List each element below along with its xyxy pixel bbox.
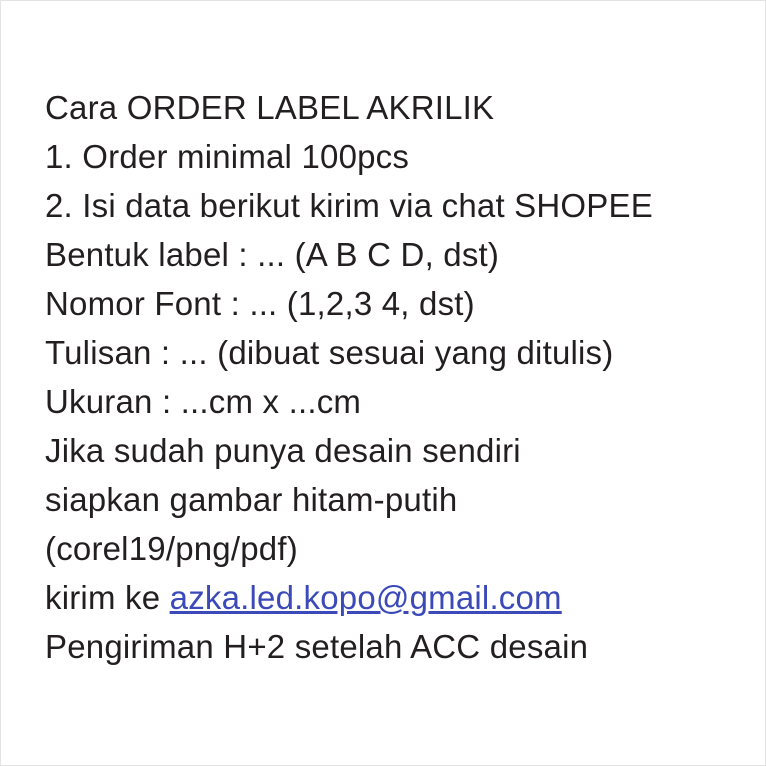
email-line-prefix: kirim ke (45, 579, 170, 616)
field-ukuran-line: Ukuran : ...cm x ...cm (45, 383, 362, 420)
own-design-line-2: siapkan gambar hitam-putih (45, 481, 458, 518)
step-1-line: 1. Order minimal 100pcs (45, 138, 410, 175)
field-tulisan-line: Tulisan : ... (dibuat sesuai yang ditulis) (45, 334, 614, 371)
instructions-text-block (45, 83, 745, 671)
heading-line: Cara ORDER LABEL AKRILIK (45, 89, 495, 126)
email-address-link[interactable]: azka.led.kopo@gmail.com (169, 579, 562, 616)
own-design-line-1: Jika sudah punya desain sendiri (45, 432, 521, 469)
file-formats-line: (corel19/png/pdf) (45, 530, 298, 567)
field-bentuk-label-line: Bentuk label : ... (A B C D, dst) (45, 236, 500, 273)
email-line (45, 573, 745, 622)
step-2-line: 2. Isi data berikut kirim via chat SHOPEE (45, 187, 653, 224)
field-nomor-font-line: Nomor Font : ... (1,2,3 4, dst) (45, 285, 475, 322)
shipping-line: Pengiriman H+2 setelah ACC desain (45, 628, 589, 665)
